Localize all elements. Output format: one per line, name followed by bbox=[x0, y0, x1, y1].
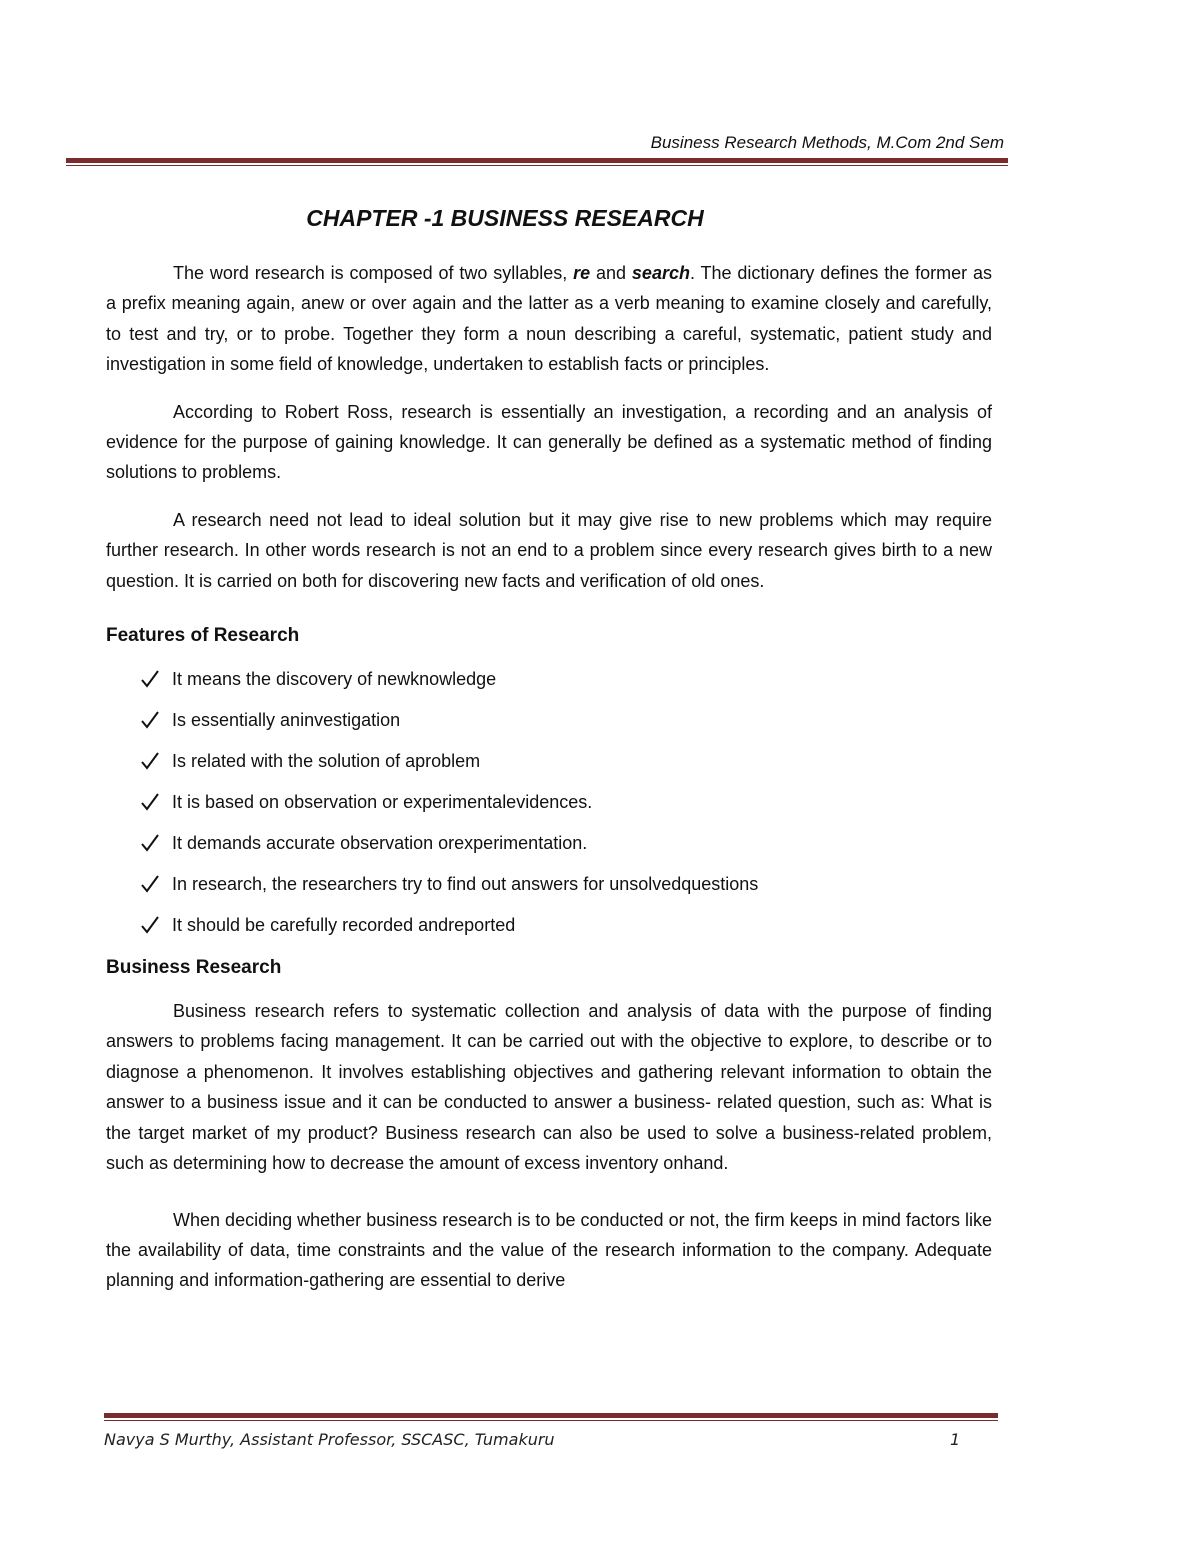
header-rule-thin bbox=[66, 165, 1008, 166]
check-icon bbox=[140, 746, 160, 776]
features-heading: Features of Research bbox=[106, 625, 300, 647]
header-rule bbox=[66, 158, 1008, 163]
list-item bbox=[106, 910, 992, 940]
business-research-heading: Business Research bbox=[106, 957, 282, 979]
footer-rule bbox=[104, 1413, 998, 1418]
list-item-text: It means the discovery of newknowledge bbox=[172, 669, 497, 690]
text-run: . The dictionary defines the former as a prefix meaning again, anew or over again and the latter as a verb meaning to examine closely and carefully, to test and try, or to probe. Together they form a noun describing a careful, systematic, patient study and investigation in some field of knowledge, undertaken to establish facts or principles. bbox=[106, 263, 992, 375]
footer-author: Navya S Murthy, Assistant Professor, SSCASC, Tumakuru bbox=[104, 1430, 555, 1449]
running-header: Business Research Methods, M.Com 2nd Sem bbox=[650, 133, 1004, 152]
page-body bbox=[106, 258, 992, 1313]
check-icon bbox=[140, 910, 160, 940]
check-icon bbox=[140, 828, 160, 858]
list-item bbox=[106, 828, 992, 858]
list-item bbox=[106, 787, 992, 817]
intro-paragraph-3: A research need not lead to ideal solution but it may give rise to new problems which may require further research. In other words research is not an end to a problem since every research gives birth to a new question. It is carried on both for discovering new facts and verification of old ones. bbox=[106, 509, 992, 591]
list-item-text: Is related with the solution of aproblem bbox=[172, 751, 481, 772]
business-paragraph-1: Business research refers to systematic collection and analysis of data with the purpose of finding answers to problems facing management. It can be carried out with the objective to explore, to describe or to diagnose a phenomenon. It involves establishing objectives and gathering relevant information to obtain the answer to a business issue and it can be conducted to answer a business- related question, such as: What is the target market of my product? Business research can also be used to solve a business-related problem, such as determining how to decrease the amount of excess inventory onhand. bbox=[106, 1001, 992, 1174]
list-item-text: It demands accurate observation orexperimentation. bbox=[172, 833, 588, 854]
list-item-text: It is based on observation or experimentalevidences. bbox=[172, 792, 593, 813]
intro-paragraph-2: According to Robert Ross, research is essentially an investigation, a recording and an analysis of evidence for the purpose of gaining knowledge. It can generally be defined as a systematic method of finding solutions to problems. bbox=[106, 401, 992, 483]
check-icon bbox=[140, 705, 160, 735]
page-number: 1 bbox=[950, 1430, 961, 1449]
text-run: and bbox=[590, 263, 632, 283]
list-item bbox=[106, 869, 992, 899]
emphasis-search: search bbox=[631, 263, 690, 283]
list-item-text: It should be carefully recorded andreported bbox=[172, 915, 516, 936]
chapter-title: CHAPTER -1 BUSINESS RESEARCH bbox=[306, 205, 704, 231]
check-icon bbox=[140, 869, 160, 899]
list-item-text: Is essentially aninvestigation bbox=[172, 710, 401, 731]
footer-rule-thin bbox=[104, 1420, 998, 1421]
list-item bbox=[106, 746, 992, 776]
list-item bbox=[106, 705, 992, 735]
list-item-text: In research, the researchers try to find out answers for unsolvedquestions bbox=[172, 874, 759, 895]
list-item bbox=[106, 664, 992, 694]
intro-paragraph-1 bbox=[106, 258, 992, 380]
text-run: The word research is composed of two syllables, bbox=[173, 263, 574, 283]
features-list bbox=[106, 664, 992, 940]
business-paragraph-2: When deciding whether business research is to be conducted or not, the firm keeps in mind factors like the availability of data, time constraints and the value of the research information to the company. Adequate planning and information-gathering are essential to derive bbox=[106, 1209, 992, 1291]
check-icon bbox=[140, 664, 160, 694]
check-icon bbox=[140, 787, 160, 817]
emphasis-re: re bbox=[573, 263, 591, 283]
